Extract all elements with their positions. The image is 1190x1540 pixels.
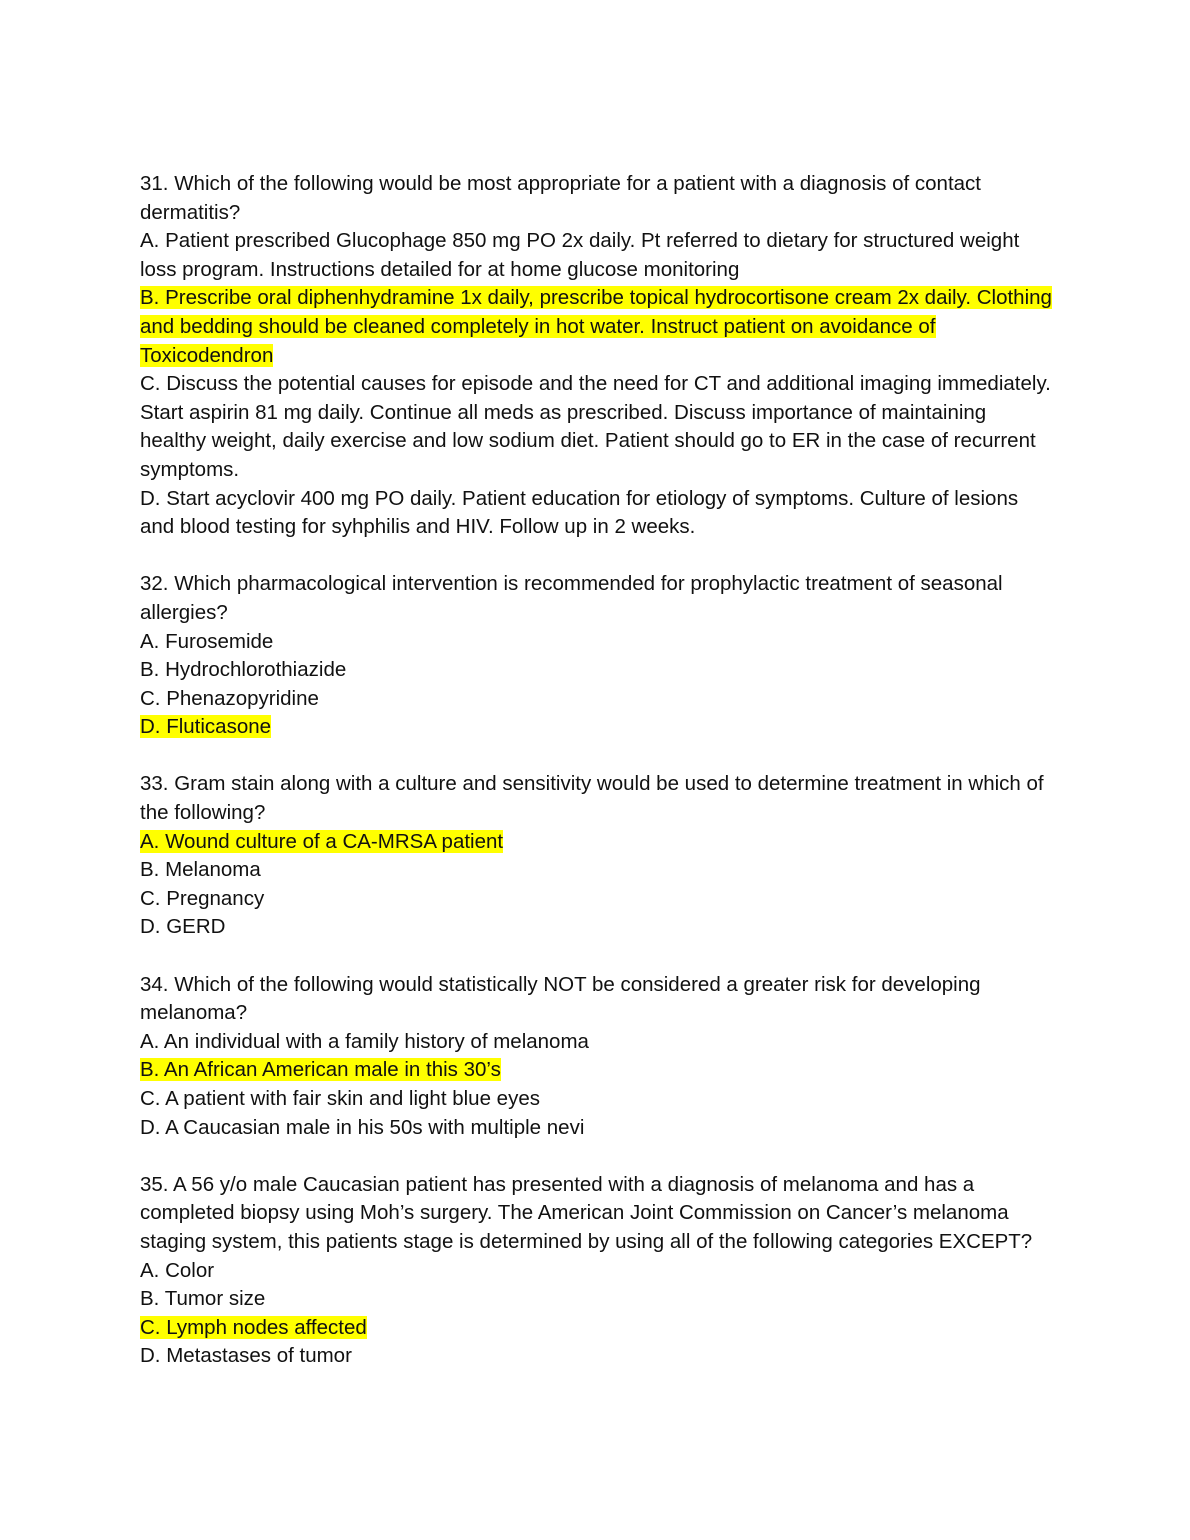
question-stem: 32. Which pharmacological intervention is recommended for prophylactic treatment of seasonal allergies? xyxy=(140,572,1003,624)
answer-option-d xyxy=(140,485,1055,542)
option-text: D. GERD xyxy=(140,915,226,939)
highlighted-option-text: C. Lymph nodes affected xyxy=(140,1315,367,1339)
option-text: B. Melanoma xyxy=(140,858,261,882)
answer-option-a xyxy=(140,1028,1055,1057)
answer-option-b xyxy=(140,656,1055,685)
highlighted-option-text: D. Fluticasone xyxy=(140,715,272,739)
question-text xyxy=(140,770,1055,827)
option-text: A. Furosemide xyxy=(140,629,274,653)
option-text: B. Tumor size xyxy=(140,1287,266,1311)
document-page xyxy=(140,170,1055,1371)
highlighted-option-text: B. An African American male in this 30’s xyxy=(140,1058,501,1082)
answer-option-a xyxy=(140,828,1055,857)
question-35 xyxy=(140,1171,1055,1371)
question-34 xyxy=(140,971,1055,1143)
option-text: C. Discuss the potential causes for episode and the need for CT and additional imaging immediately. Start aspirin 81 mg daily. Continue all meds as prescribed. Discuss importance of maintaining healthy weight, daily exercise and low sodium diet. Patient should go to ER in the case of recurrent symptoms. xyxy=(140,372,1051,481)
answer-option-b xyxy=(140,856,1055,885)
answer-option-c xyxy=(140,370,1055,484)
option-text: D. A Caucasian male in his 50s with multiple nevi xyxy=(140,1115,585,1139)
answer-option-d xyxy=(140,713,1055,742)
question-stem: 35. A 56 y/o male Caucasian patient has presented with a diagnosis of melanoma and has a completed biopsy using Moh’s surgery. The American Joint Commission on Cancer’s melanoma staging system, this patients stage is determined by using all of the following categories EXCEPT? xyxy=(140,1172,1033,1253)
answer-option-a xyxy=(140,628,1055,657)
answer-option-c xyxy=(140,1314,1055,1343)
question-text xyxy=(140,570,1055,627)
option-text: C. Phenazopyridine xyxy=(140,686,319,710)
question-31 xyxy=(140,170,1055,542)
answer-option-c xyxy=(140,1085,1055,1114)
answer-option-c xyxy=(140,885,1055,914)
option-text: D. Metastases of tumor xyxy=(140,1344,352,1368)
option-text: A. Patient prescribed Glucophage 850 mg PO 2x daily. Pt referred to dietary for structured weight loss program. Instructions detailed for at home glucose monitoring xyxy=(140,229,1020,281)
answer-option-b xyxy=(140,1285,1055,1314)
option-text: C. A patient with fair skin and light blue eyes xyxy=(140,1087,540,1110)
question-stem: 31. Which of the following would be most appropriate for a patient with a diagnosis of contact dermatitis? xyxy=(140,172,981,224)
question-text xyxy=(140,971,1055,1028)
answer-option-d xyxy=(140,913,1055,942)
question-32 xyxy=(140,570,1055,742)
option-text: A. An individual with a family history of melanoma xyxy=(140,1029,589,1053)
answer-option-a xyxy=(140,227,1055,284)
option-text: A. Color xyxy=(140,1258,215,1282)
question-text xyxy=(140,1171,1055,1257)
question-text xyxy=(140,170,1055,227)
answer-option-d xyxy=(140,1342,1055,1371)
option-text: B. Hydrochlorothiazide xyxy=(140,658,347,682)
highlighted-option-text: A. Wound culture of a CA-MRSA patient xyxy=(140,829,504,853)
answer-option-a xyxy=(140,1257,1055,1286)
answer-option-b xyxy=(140,284,1055,370)
question-stem: 33. Gram stain along with a culture and sensitivity would be used to determine treatment in which of the following? xyxy=(140,772,1044,825)
question-33 xyxy=(140,770,1055,942)
answer-option-b xyxy=(140,1056,1055,1085)
answer-option-d xyxy=(140,1114,1055,1143)
highlighted-option-text: B. Prescribe oral diphenhydramine 1x daily, prescribe topical hydrocortisone cream 2x daily. Clothing and bedding should be cleaned completely in hot water. Instruct patient on avoidance of Toxicodendron xyxy=(140,286,1052,367)
answer-option-c xyxy=(140,685,1055,714)
question-stem: 34. Which of the following would statistically NOT be considered a greater risk for developing melanoma? xyxy=(140,972,981,1025)
option-text: C. Pregnancy xyxy=(140,886,265,910)
option-text: D. Start acyclovir 400 mg PO daily. Patient education for etiology of symptoms. Culture of lesions and blood testing for syhphilis and HIV. Follow up in 2 weeks. xyxy=(140,486,1019,539)
